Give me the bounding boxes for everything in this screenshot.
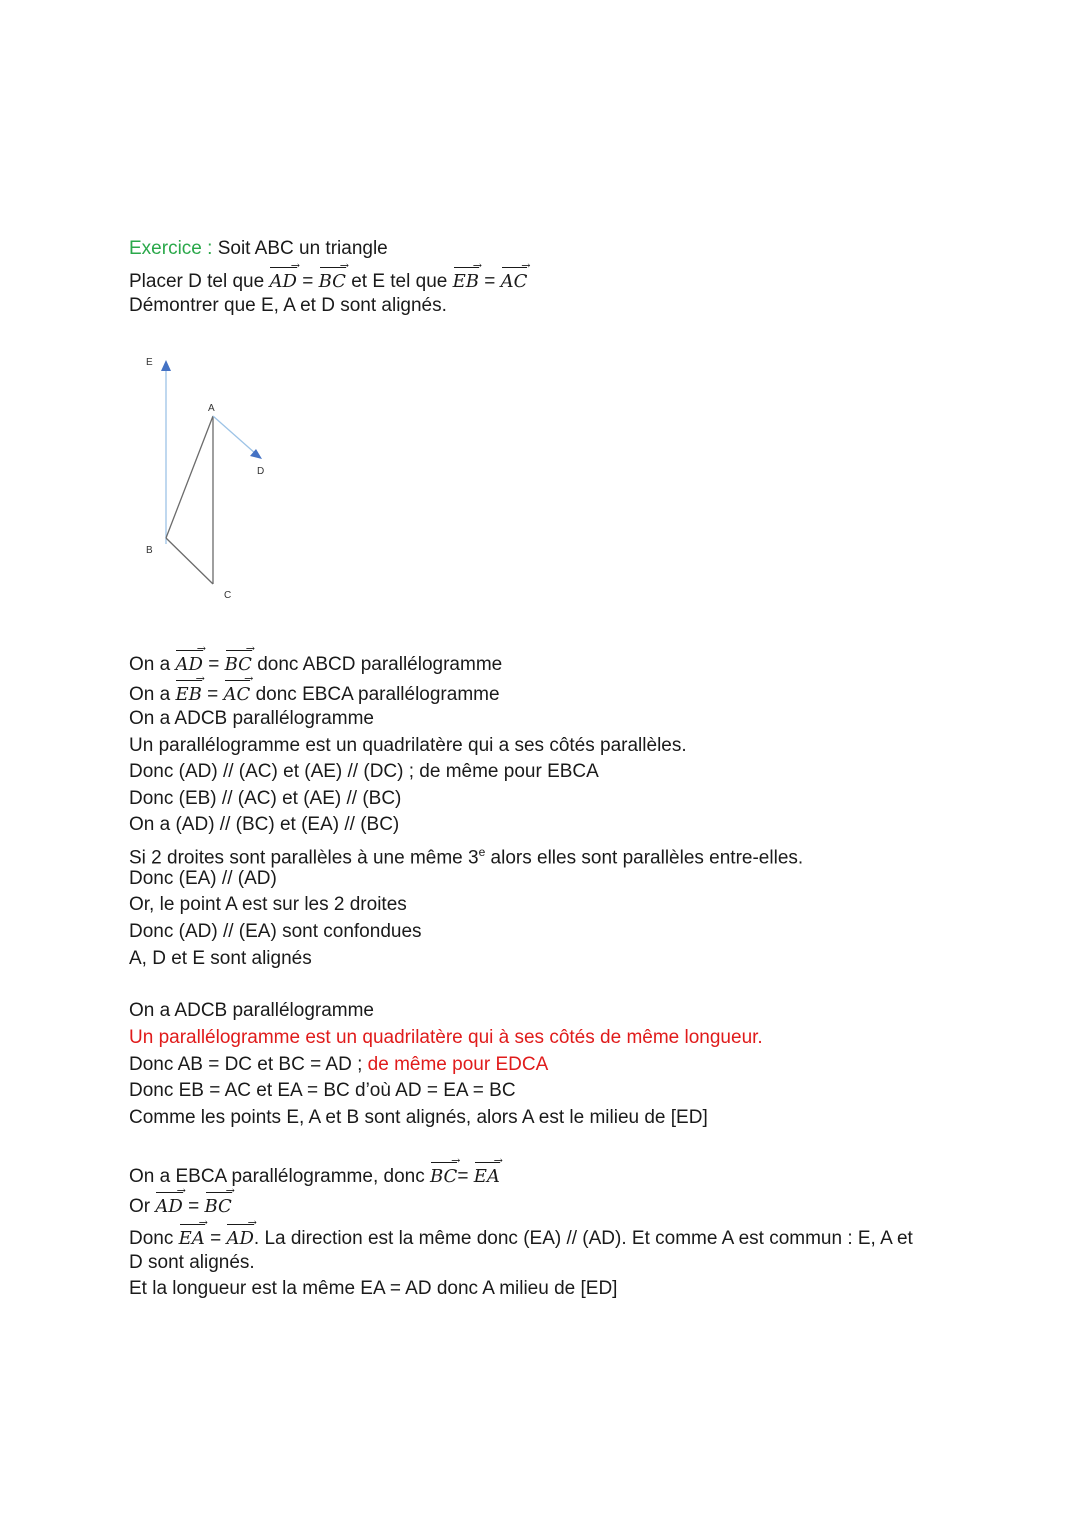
vector-eb: → EB [175,672,205,705]
equals: = [302,271,314,292]
vector-bc: → BC [224,642,255,675]
vector-ad: → AD [175,642,206,675]
label-a: A [208,403,215,414]
proof1-line5: Donc (AD) // (AC) et (AE) // (DC) ; de même pour EBCA [129,761,599,782]
exercise-label: Exercice : [129,238,213,259]
proof3-line2: Or → AD = → BC [129,1191,232,1220]
vector-bc: → BC [318,259,349,292]
proof1-line2: On a → EB = → AC donc EBCA parallélogramme [129,679,500,708]
exercise-question: Démontrer que E, A et D sont alignés. [129,295,447,316]
proof1-line7: On a (AD) // (BC) et (EA) // (BC) [129,814,400,835]
proof3-line5: Et la longueur est la même EA = AD donc A milieu de [ED] [129,1278,618,1299]
exercise-statement: Soit ABC un triangle [217,238,388,259]
proof1-line10: Or, le point A est sur les 2 droites [129,894,407,915]
label-d: D [257,466,265,477]
vector-bc: → BC [430,1154,461,1187]
vector-eb: → EB [452,259,482,292]
equals: = [484,271,496,292]
proof1-line3: On a ADCB parallélogramme [129,708,374,729]
proof1-line9: Donc (EA) // (AD) [129,868,277,889]
vector-ad: → AD [226,1216,257,1249]
label-c: C [224,590,232,601]
proof3-line4: D sont alignés. [129,1252,255,1273]
vector-ea: → EA [473,1154,503,1187]
proof2-line1: On a ADCB parallélogramme [129,1000,374,1021]
proof2-line4: Donc EB = AC et EA = BC d’où AD = EA = BC [129,1080,516,1101]
proof1-line4: Un parallélogramme est un quadrilatère qui a ses côtés parallèles. [129,735,687,756]
proof1-line8: Si 2 droites sont parallèles à une même 3e alors elles sont parallèles entre-elles. [129,845,804,869]
proof2-line3: Donc AB = DC et BC = AD ; de même pour EDCA [129,1054,549,1075]
proof1-line6: Donc (EB) // (AC) et (AE) // (BC) [129,788,402,809]
exercise-title [129,236,388,262]
label-e: E [146,357,153,368]
text: et E tel que [351,271,448,292]
text: Placer D tel que [129,271,265,292]
exercise-instruction [129,259,531,295]
label-b: B [146,545,153,556]
vector-ad: → AD [269,259,300,292]
triangle-figure [136,348,286,608]
proof2-line5: Comme les points E, A et B sont alignés, alors A est le milieu de [ED] [129,1107,708,1128]
proof2-line2: Un parallélogramme est un quadrilatère qui à ses côtés de même longueur. [129,1027,763,1048]
proof1-line11: Donc (AD) // (EA) sont confondues [129,921,422,942]
vector-ac: → AC [223,672,254,705]
proof1-line12: A, D et E sont alignés [129,948,312,969]
segment-ad [213,416,256,454]
segment-bc [166,538,213,584]
arrow-head-e [161,360,171,371]
vector-ac: → AC [500,259,531,292]
segment-ab [166,416,213,538]
proof3-line3: Donc → EA = → AD. La direction est la même donc (EA) // (AD). Et comme A est commun : E, A et [129,1223,913,1252]
vector-ad: → AD [155,1184,186,1217]
vector-bc: → BC [204,1184,235,1217]
vector-ea: → EA [178,1216,208,1249]
proof3-line1: On a EBCA parallélogramme, donc → BC= → EA [129,1161,500,1190]
proof1-line1: On a → AD = → BC donc ABCD parallélogramme [129,649,502,678]
